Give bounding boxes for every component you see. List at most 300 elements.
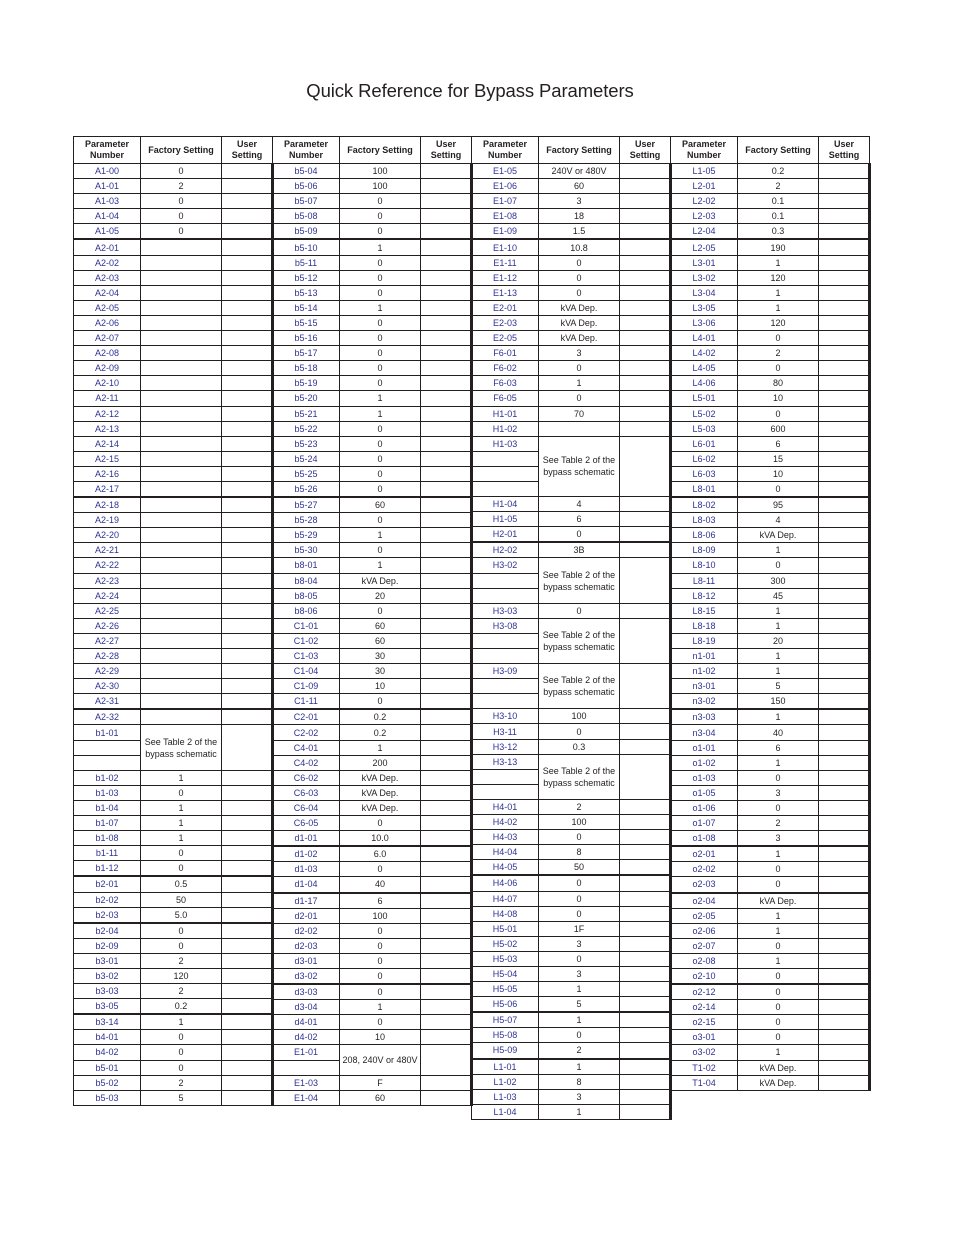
user-setting[interactable]: [222, 361, 273, 376]
user-setting[interactable]: [222, 861, 273, 877]
parameter-number[interactable]: b1-03: [74, 785, 141, 800]
user-setting[interactable]: [421, 603, 472, 618]
user-setting[interactable]: [421, 270, 472, 285]
user-setting[interactable]: [620, 845, 671, 860]
user-setting[interactable]: [222, 1060, 273, 1075]
parameter-number[interactable]: L3-02: [671, 270, 738, 285]
user-setting[interactable]: [620, 209, 671, 224]
user-setting[interactable]: [421, 300, 472, 315]
user-setting[interactable]: [620, 664, 671, 709]
user-setting[interactable]: [421, 679, 472, 694]
user-setting[interactable]: [819, 1015, 870, 1030]
parameter-number[interactable]: L4-05: [671, 361, 738, 376]
parameter-number[interactable]: d1-04: [273, 877, 340, 893]
user-setting[interactable]: [222, 999, 273, 1015]
user-setting[interactable]: [421, 831, 472, 847]
user-setting[interactable]: [819, 938, 870, 953]
parameter-number[interactable]: E1-01: [273, 1045, 340, 1060]
parameter-number[interactable]: A2-19: [74, 513, 141, 528]
parameter-number[interactable]: b4-01: [74, 1030, 141, 1045]
user-setting[interactable]: [620, 164, 671, 179]
user-setting[interactable]: [819, 573, 870, 588]
user-setting[interactable]: [620, 799, 671, 814]
user-setting[interactable]: [421, 497, 472, 513]
parameter-number[interactable]: A2-13: [74, 421, 141, 436]
parameter-number[interactable]: H3-02: [472, 558, 539, 573]
user-setting[interactable]: [819, 953, 870, 968]
parameter-number[interactable]: b8-04: [273, 573, 340, 588]
parameter-number[interactable]: L1-05: [671, 164, 738, 179]
user-setting[interactable]: [421, 1075, 472, 1090]
user-setting[interactable]: [222, 968, 273, 983]
user-setting[interactable]: [421, 346, 472, 361]
user-setting[interactable]: [620, 255, 671, 270]
user-setting[interactable]: [222, 846, 273, 861]
user-setting[interactable]: [222, 573, 273, 588]
user-setting[interactable]: [421, 649, 472, 664]
parameter-number[interactable]: o2-14: [671, 1000, 738, 1015]
parameter-number[interactable]: b5-22: [273, 421, 340, 436]
parameter-number[interactable]: o1-06: [671, 800, 738, 815]
user-setting[interactable]: [222, 270, 273, 285]
user-setting[interactable]: [222, 466, 273, 481]
user-setting[interactable]: [421, 376, 472, 391]
parameter-number[interactable]: A2-07: [74, 331, 141, 346]
user-setting[interactable]: [421, 391, 472, 406]
user-setting[interactable]: [620, 709, 671, 724]
user-setting[interactable]: [421, 816, 472, 831]
user-setting[interactable]: [421, 573, 472, 588]
user-setting[interactable]: [819, 406, 870, 421]
user-setting[interactable]: [421, 361, 472, 376]
parameter-number[interactable]: H4-07: [472, 891, 539, 906]
parameter-number[interactable]: C6-03: [273, 785, 340, 800]
user-setting[interactable]: [819, 209, 870, 224]
user-setting[interactable]: [421, 421, 472, 436]
parameter-number[interactable]: L8-15: [671, 603, 738, 618]
parameter-number[interactable]: o2-12: [671, 984, 738, 1000]
user-setting[interactable]: [421, 1000, 472, 1015]
user-setting[interactable]: [819, 618, 870, 633]
parameter-number[interactable]: H4-08: [472, 906, 539, 921]
parameter-number[interactable]: L6-02: [671, 451, 738, 466]
user-setting[interactable]: [620, 194, 671, 209]
parameter-number[interactable]: A2-05: [74, 300, 141, 315]
user-setting[interactable]: [222, 497, 273, 513]
parameter-number[interactable]: H3-10: [472, 709, 539, 724]
user-setting[interactable]: [620, 421, 671, 436]
user-setting[interactable]: [620, 239, 671, 255]
user-setting[interactable]: [819, 1075, 870, 1090]
parameter-number[interactable]: H1-03: [472, 436, 539, 451]
parameter-number[interactable]: b5-20: [273, 391, 340, 406]
parameter-number[interactable]: o2-06: [671, 923, 738, 938]
parameter-number[interactable]: b5-01: [74, 1060, 141, 1075]
parameter-number[interactable]: b5-30: [273, 543, 340, 558]
user-setting[interactable]: [421, 893, 472, 909]
user-setting[interactable]: [421, 588, 472, 603]
parameter-number[interactable]: C1-04: [273, 664, 340, 679]
parameter-number[interactable]: L8-18: [671, 618, 738, 633]
user-setting[interactable]: [819, 633, 870, 648]
user-setting[interactable]: [819, 285, 870, 300]
parameter-number[interactable]: H4-01: [472, 799, 539, 814]
parameter-number[interactable]: b5-03: [74, 1090, 141, 1105]
parameter-number[interactable]: d2-01: [273, 908, 340, 923]
user-setting[interactable]: [620, 391, 671, 406]
parameter-number[interactable]: A1-01: [74, 179, 141, 194]
user-setting[interactable]: [222, 421, 273, 436]
user-setting[interactable]: [421, 513, 472, 528]
parameter-number[interactable]: d3-01: [273, 953, 340, 968]
user-setting[interactable]: [421, 194, 472, 209]
user-setting[interactable]: [421, 481, 472, 497]
user-setting[interactable]: [819, 908, 870, 923]
user-setting[interactable]: [819, 361, 870, 376]
parameter-number[interactable]: n3-02: [671, 694, 738, 710]
parameter-number[interactable]: H2-02: [472, 542, 539, 558]
user-setting[interactable]: [222, 406, 273, 421]
parameter-number[interactable]: H3-09: [472, 664, 539, 679]
parameter-number[interactable]: L2-03: [671, 209, 738, 224]
user-setting[interactable]: [620, 1059, 671, 1075]
user-setting[interactable]: [819, 862, 870, 877]
user-setting[interactable]: [421, 466, 472, 481]
user-setting[interactable]: [819, 588, 870, 603]
parameter-number[interactable]: H3-03: [472, 603, 539, 618]
user-setting[interactable]: [222, 558, 273, 573]
parameter-number[interactable]: E1-03: [273, 1075, 340, 1090]
parameter-number[interactable]: b5-16: [273, 331, 340, 346]
user-setting[interactable]: [222, 588, 273, 603]
parameter-number[interactable]: A1-03: [74, 194, 141, 209]
parameter-number[interactable]: b4-02: [74, 1045, 141, 1060]
parameter-number[interactable]: b5-25: [273, 466, 340, 481]
parameter-number[interactable]: b2-03: [74, 907, 141, 923]
user-setting[interactable]: [222, 376, 273, 391]
user-setting[interactable]: [222, 679, 273, 694]
parameter-number[interactable]: b8-06: [273, 603, 340, 618]
parameter-number[interactable]: b3-05: [74, 999, 141, 1015]
user-setting[interactable]: [620, 527, 671, 543]
user-setting[interactable]: [819, 968, 870, 984]
user-setting[interactable]: [620, 436, 671, 496]
user-setting[interactable]: [421, 664, 472, 679]
parameter-number[interactable]: A2-27: [74, 633, 141, 648]
user-setting[interactable]: [421, 755, 472, 770]
parameter-number[interactable]: A2-30: [74, 679, 141, 694]
parameter-number[interactable]: A2-11: [74, 391, 141, 406]
user-setting[interactable]: [222, 528, 273, 543]
user-setting[interactable]: [222, 194, 273, 209]
user-setting[interactable]: [222, 923, 273, 939]
user-setting[interactable]: [421, 224, 472, 240]
user-setting[interactable]: [819, 528, 870, 543]
parameter-number[interactable]: L4-01: [671, 331, 738, 346]
parameter-number[interactable]: A2-01: [74, 239, 141, 255]
user-setting[interactable]: [819, 346, 870, 361]
user-setting[interactable]: [819, 709, 870, 725]
user-setting[interactable]: [222, 543, 273, 558]
parameter-number[interactable]: A2-15: [74, 451, 141, 466]
user-setting[interactable]: [421, 179, 472, 194]
user-setting[interactable]: [620, 936, 671, 951]
user-setting[interactable]: [819, 194, 870, 209]
user-setting[interactable]: [421, 633, 472, 648]
user-setting[interactable]: [819, 315, 870, 330]
user-setting[interactable]: [222, 770, 273, 785]
user-setting[interactable]: [819, 679, 870, 694]
user-setting[interactable]: [819, 984, 870, 1000]
user-setting[interactable]: [222, 831, 273, 846]
user-setting[interactable]: [819, 800, 870, 815]
user-setting[interactable]: [620, 542, 671, 558]
parameter-number[interactable]: o1-02: [671, 755, 738, 770]
parameter-number[interactable]: E2-01: [472, 300, 539, 315]
parameter-number[interactable]: b5-08: [273, 209, 340, 224]
parameter-number[interactable]: H3-08: [472, 618, 539, 633]
parameter-number[interactable]: o2-01: [671, 846, 738, 862]
parameter-number[interactable]: H5-01: [472, 921, 539, 936]
user-setting[interactable]: [620, 331, 671, 346]
parameter-number[interactable]: A2-22: [74, 558, 141, 573]
user-setting[interactable]: [620, 1074, 671, 1089]
parameter-number[interactable]: E1-06: [472, 179, 539, 194]
user-setting[interactable]: [222, 876, 273, 892]
user-setting[interactable]: [819, 466, 870, 481]
parameter-number[interactable]: L2-04: [671, 224, 738, 240]
parameter-number[interactable]: b5-10: [273, 239, 340, 255]
parameter-number[interactable]: C6-04: [273, 800, 340, 815]
parameter-number[interactable]: E1-10: [472, 239, 539, 255]
user-setting[interactable]: [222, 285, 273, 300]
parameter-number[interactable]: H5-08: [472, 1028, 539, 1043]
user-setting[interactable]: [421, 938, 472, 953]
parameter-number[interactable]: L8-10: [671, 558, 738, 573]
user-setting[interactable]: [421, 785, 472, 800]
parameter-number[interactable]: L1-04: [472, 1104, 539, 1119]
user-setting[interactable]: [620, 1089, 671, 1104]
user-setting[interactable]: [222, 436, 273, 451]
user-setting[interactable]: [819, 694, 870, 710]
parameter-number[interactable]: F6-02: [472, 361, 539, 376]
parameter-number[interactable]: L8-06: [671, 528, 738, 543]
parameter-number[interactable]: b5-21: [273, 406, 340, 421]
user-setting[interactable]: [421, 255, 472, 270]
parameter-number[interactable]: b1-02: [74, 770, 141, 785]
user-setting[interactable]: [819, 164, 870, 179]
parameter-number[interactable]: H3-12: [472, 739, 539, 754]
user-setting[interactable]: [620, 315, 671, 330]
user-setting[interactable]: [421, 968, 472, 984]
user-setting[interactable]: [620, 739, 671, 754]
parameter-number[interactable]: o2-10: [671, 968, 738, 984]
parameter-number[interactable]: A2-28: [74, 649, 141, 664]
user-setting[interactable]: [620, 512, 671, 527]
parameter-number[interactable]: C1-03: [273, 649, 340, 664]
user-setting[interactable]: [620, 300, 671, 315]
parameter-number[interactable]: o1-07: [671, 816, 738, 831]
parameter-number[interactable]: L1-01: [472, 1059, 539, 1075]
parameter-number[interactable]: L5-03: [671, 421, 738, 436]
parameter-number[interactable]: F6-03: [472, 376, 539, 391]
parameter-number[interactable]: d4-01: [273, 1015, 340, 1030]
user-setting[interactable]: [421, 406, 472, 421]
user-setting[interactable]: [620, 603, 671, 618]
user-setting[interactable]: [222, 785, 273, 800]
parameter-number[interactable]: L3-06: [671, 315, 738, 330]
user-setting[interactable]: [421, 740, 472, 755]
parameter-number[interactable]: C4-01: [273, 740, 340, 755]
user-setting[interactable]: [620, 1028, 671, 1043]
user-setting[interactable]: [222, 953, 273, 968]
user-setting[interactable]: [421, 558, 472, 573]
parameter-number[interactable]: L4-02: [671, 346, 738, 361]
user-setting[interactable]: [819, 877, 870, 893]
user-setting[interactable]: [819, 421, 870, 436]
parameter-number[interactable]: T1-04: [671, 1075, 738, 1090]
user-setting[interactable]: [819, 376, 870, 391]
user-setting[interactable]: [819, 816, 870, 831]
user-setting[interactable]: [421, 725, 472, 740]
user-setting[interactable]: [421, 285, 472, 300]
parameter-number[interactable]: b3-03: [74, 984, 141, 999]
user-setting[interactable]: [222, 938, 273, 953]
user-setting[interactable]: [421, 770, 472, 785]
user-setting[interactable]: [819, 649, 870, 664]
user-setting[interactable]: [222, 481, 273, 497]
user-setting[interactable]: [222, 513, 273, 528]
parameter-number[interactable]: L6-03: [671, 466, 738, 481]
parameter-number[interactable]: b2-01: [74, 876, 141, 892]
parameter-number[interactable]: b5-02: [74, 1075, 141, 1090]
user-setting[interactable]: [421, 1030, 472, 1045]
parameter-number[interactable]: A2-23: [74, 573, 141, 588]
user-setting[interactable]: [222, 346, 273, 361]
parameter-number[interactable]: b3-14: [74, 1014, 141, 1030]
parameter-number[interactable]: n3-03: [671, 709, 738, 725]
parameter-number[interactable]: o2-07: [671, 938, 738, 953]
user-setting[interactable]: [222, 800, 273, 815]
user-setting[interactable]: [620, 875, 671, 891]
parameter-number[interactable]: o1-05: [671, 785, 738, 800]
parameter-number[interactable]: E1-04: [273, 1090, 340, 1105]
user-setting[interactable]: [819, 1060, 870, 1075]
user-setting[interactable]: [421, 164, 472, 179]
parameter-number[interactable]: L2-05: [671, 239, 738, 255]
parameter-number[interactable]: b2-04: [74, 923, 141, 939]
parameter-number[interactable]: H4-03: [472, 830, 539, 845]
user-setting[interactable]: [222, 618, 273, 633]
user-setting[interactable]: [222, 1090, 273, 1105]
user-setting[interactable]: [222, 224, 273, 240]
parameter-number[interactable]: L2-02: [671, 194, 738, 209]
parameter-number[interactable]: b5-17: [273, 346, 340, 361]
parameter-number[interactable]: d3-04: [273, 1000, 340, 1015]
parameter-number[interactable]: A2-17: [74, 481, 141, 497]
user-setting[interactable]: [819, 481, 870, 497]
parameter-number[interactable]: A2-03: [74, 270, 141, 285]
user-setting[interactable]: [819, 893, 870, 909]
parameter-number[interactable]: A2-29: [74, 664, 141, 679]
user-setting[interactable]: [620, 406, 671, 421]
parameter-number[interactable]: L3-05: [671, 300, 738, 315]
parameter-number[interactable]: b1-11: [74, 846, 141, 861]
parameter-number[interactable]: E1-09: [472, 224, 539, 240]
parameter-number[interactable]: b5-14: [273, 300, 340, 315]
parameter-number[interactable]: b5-19: [273, 376, 340, 391]
parameter-number[interactable]: A2-24: [74, 588, 141, 603]
parameter-number[interactable]: A2-02: [74, 255, 141, 270]
parameter-number[interactable]: A1-04: [74, 209, 141, 224]
parameter-number[interactable]: A2-09: [74, 361, 141, 376]
user-setting[interactable]: [222, 1075, 273, 1090]
parameter-number[interactable]: d3-03: [273, 984, 340, 1000]
user-setting[interactable]: [222, 907, 273, 923]
parameter-number[interactable]: b5-11: [273, 255, 340, 270]
parameter-number[interactable]: L3-04: [671, 285, 738, 300]
user-setting[interactable]: [620, 361, 671, 376]
parameter-number[interactable]: o3-01: [671, 1030, 738, 1045]
parameter-number[interactable]: n1-02: [671, 664, 738, 679]
parameter-number[interactable]: n3-04: [671, 725, 738, 740]
parameter-number[interactable]: L8-12: [671, 588, 738, 603]
parameter-number[interactable]: H5-02: [472, 936, 539, 951]
parameter-number[interactable]: C1-01: [273, 618, 340, 633]
user-setting[interactable]: [620, 618, 671, 663]
parameter-number[interactable]: C1-02: [273, 633, 340, 648]
parameter-number[interactable]: b5-28: [273, 513, 340, 528]
parameter-number[interactable]: H1-05: [472, 512, 539, 527]
parameter-number[interactable]: b1-07: [74, 816, 141, 831]
parameter-number[interactable]: b8-01: [273, 558, 340, 573]
user-setting[interactable]: [620, 921, 671, 936]
parameter-number[interactable]: b5-18: [273, 361, 340, 376]
parameter-number[interactable]: A2-14: [74, 436, 141, 451]
parameter-number[interactable]: o2-15: [671, 1015, 738, 1030]
user-setting[interactable]: [421, 846, 472, 862]
parameter-number[interactable]: H5-06: [472, 997, 539, 1013]
parameter-number[interactable]: L8-02: [671, 497, 738, 513]
user-setting[interactable]: [222, 892, 273, 907]
parameter-number[interactable]: C2-01: [273, 709, 340, 725]
user-setting[interactable]: [819, 239, 870, 255]
parameter-number[interactable]: H1-04: [472, 497, 539, 512]
user-setting[interactable]: [620, 754, 671, 799]
parameter-number[interactable]: E1-05: [472, 164, 539, 179]
user-setting[interactable]: [222, 391, 273, 406]
user-setting[interactable]: [421, 436, 472, 451]
user-setting[interactable]: [819, 436, 870, 451]
user-setting[interactable]: [819, 846, 870, 862]
parameter-number[interactable]: A2-16: [74, 466, 141, 481]
parameter-number[interactable]: o2-04: [671, 893, 738, 909]
parameter-number[interactable]: L2-01: [671, 179, 738, 194]
user-setting[interactable]: [421, 709, 472, 725]
user-setting[interactable]: [819, 755, 870, 770]
user-setting[interactable]: [421, 877, 472, 893]
user-setting[interactable]: [620, 270, 671, 285]
user-setting[interactable]: [819, 831, 870, 847]
parameter-number[interactable]: E1-08: [472, 209, 539, 224]
parameter-number[interactable]: E2-03: [472, 315, 539, 330]
user-setting[interactable]: [620, 906, 671, 921]
parameter-number[interactable]: b3-01: [74, 953, 141, 968]
user-setting[interactable]: [421, 953, 472, 968]
user-setting[interactable]: [222, 649, 273, 664]
user-setting[interactable]: [222, 331, 273, 346]
parameter-number[interactable]: d1-02: [273, 846, 340, 862]
